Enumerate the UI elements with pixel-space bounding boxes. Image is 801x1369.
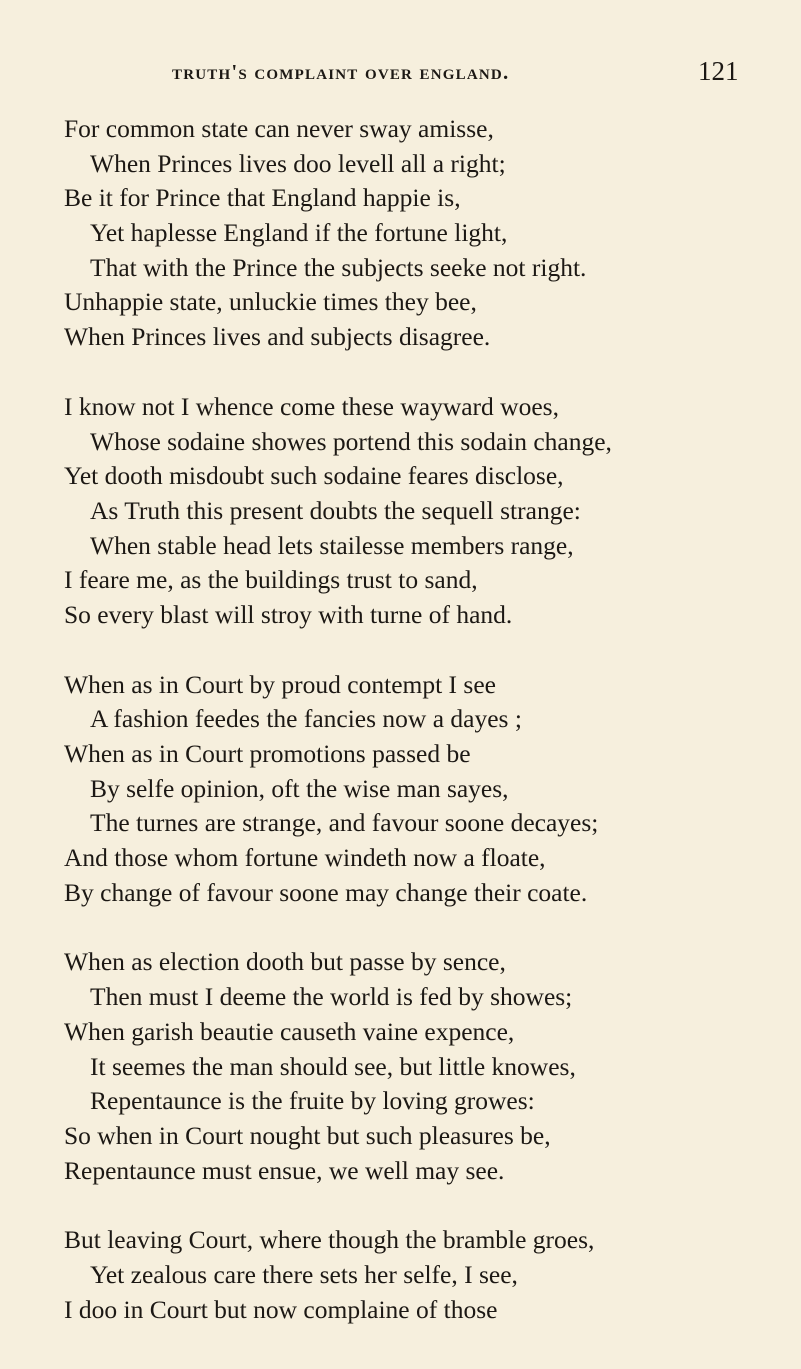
verse-line: When garish beautie causeth vaine expence, xyxy=(64,1016,515,1046)
verse-line: When Princes lives doo levell all a right; xyxy=(90,148,506,178)
poem-text xyxy=(64,112,784,1362)
stanza xyxy=(64,1223,784,1327)
verse-line: So when in Court nought but such pleasures be, xyxy=(64,1120,551,1150)
verse-line: Then must I deeme the world is fed by showes; xyxy=(90,982,573,1012)
verse-line: By selfe opinion, oft the wise man sayes, xyxy=(90,773,509,803)
verse-line: Whose sodaine showes portend this sodain change, xyxy=(90,426,612,456)
verse-line: When as in Court by proud contempt I see xyxy=(64,669,496,699)
verse-line: For common state can never sway amisse, xyxy=(64,114,494,143)
stanza xyxy=(64,390,784,633)
verse-line: When as in Court promotions passed be xyxy=(64,739,471,768)
verse-line: That with the Prince the subjects seeke not right. xyxy=(90,252,587,282)
stanza xyxy=(64,112,784,355)
verse-line: Yet zealous care there sets her selfe, I see, xyxy=(90,1259,518,1289)
running-title: truth's complaint over england. xyxy=(172,60,510,84)
verse-line: By change of favour soone may change their coate. xyxy=(64,877,588,907)
verse-line: I feare me, as the buildings trust to sand, xyxy=(64,565,478,595)
verse-line: And those whom fortune windeth now a floate, xyxy=(64,843,546,873)
verse-line: Yet haplesse England if the fortune light, xyxy=(90,218,508,248)
verse-line: When Princes lives and subjects disagree. xyxy=(64,322,491,352)
verse-line: It seemes the man should see, but little knowes, xyxy=(90,1051,576,1081)
verse-line: When as election dooth but passe by sence, xyxy=(64,947,506,977)
stanza xyxy=(64,945,784,1188)
verse-line: But leaving Court, where though the bramble groes, xyxy=(64,1225,595,1255)
verse-line: As Truth this present doubts the sequell strange: xyxy=(90,495,581,525)
verse-line: Repentaunce is the fruite by loving growes: xyxy=(90,1086,535,1116)
verse-line: I know not I whence come these wayward woes, xyxy=(64,391,559,421)
page-number: 121 xyxy=(698,56,739,86)
verse-line: Repentaunce must ensue, we well may see. xyxy=(64,1155,505,1185)
verse-line: The turnes are strange, and favour soone decayes; xyxy=(90,808,599,838)
verse-line: A fashion feedes the fancies now a dayes ; xyxy=(90,704,522,734)
stanza xyxy=(64,668,784,911)
verse-line: Yet dooth misdoubt such sodaine feares disclose, xyxy=(64,461,564,491)
verse-line: I doo in Court but now complaine of those xyxy=(64,1294,498,1324)
verse-line: Be it for Prince that England happie is, xyxy=(64,183,461,213)
verse-line: When stable head lets stailesse members range, xyxy=(90,530,574,560)
verse-line: So every blast will stroy with turne of hand. xyxy=(64,599,513,629)
verse-line: Unhappie state, unluckie times they bee, xyxy=(64,287,477,317)
